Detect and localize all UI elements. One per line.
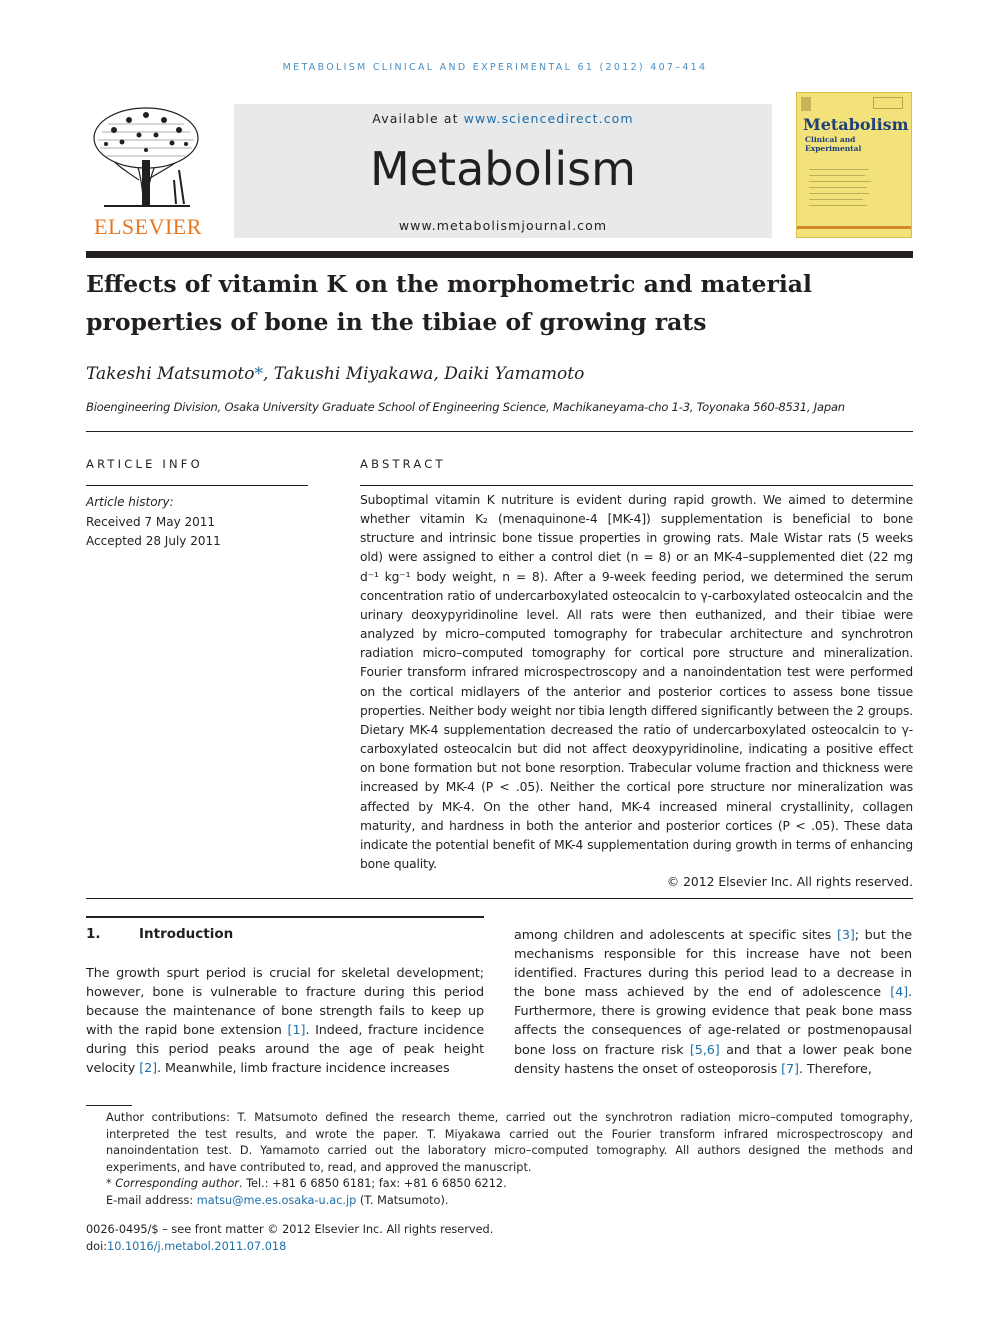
- citation-link[interactable]: [1]: [287, 1023, 306, 1039]
- corresponding-author: * Corresponding author. Tel.: +81 6 6850 6181; fax: +81 6 6850 6212.: [106, 1177, 507, 1191]
- corresponding-star[interactable]: *: [254, 364, 263, 384]
- abstract-copyright: © 2012 Elsevier Inc. All rights reserved.: [666, 875, 913, 889]
- intro-column-1: The growth spurt period is crucial for skeletal development; however, bone is vulnerable to fracture during this period because the maintenance of bone strength fails to keep up with the rapid bone extension [1]. Indeed, fracture incidence during this period peaks around the age of peak height velocity [2]. Meanwhile, limb fracture incidence increases: [86, 966, 484, 1077]
- article-title: Effects of vitamin K on the morphometric and material properties of bone in the tibiae of growing rats: [86, 270, 812, 336]
- doi-link[interactable]: 10.1016/j.metabol.2011.07.018: [107, 1240, 287, 1253]
- abstract-bottom-rule: [86, 898, 913, 899]
- affiliation-rule: [86, 431, 913, 432]
- journal-url[interactable]: www.metabolismjournal.com: [398, 218, 608, 233]
- cover-line: [809, 169, 869, 170]
- intro-column-2: among children and adolescents at specific sites [3]; but the mechanisms responsible for this increase have not been identified. Fractures during this period lead to a decrease in the bone mass achieved by the end of adolescence [4]. Furthermore, there is growing evidence that peak bone mass affects the consequences of age-related or postmenopausal bone loss on fracture risk [5,6] and that a lower peak bone density hastens the onset of osteoporosis [7]. Therefore,: [514, 928, 912, 1077]
- citation-link[interactable]: [3]: [836, 928, 855, 943]
- cover-subtitle: Clinical and Experimental: [805, 135, 862, 153]
- received-date: Received 7 May 2011: [86, 514, 216, 529]
- article-info-heading: ARTICLE INFO: [86, 457, 203, 471]
- cover-issue-box: [873, 97, 903, 109]
- author-contributions: Author contributions: T. Matsumoto defined the research theme, carried out the synchrotron radiation micro–computed tomography, interpreted the test results, and wrote the paper. T. Miyakawa carried out the Fourier transform infrared microspectroscopy and nanoindentation test. D. Yamamoto carried out the laboratory micro–computed tomography. All authors designed the methods and experiments, and have contributed to, read, and approved the manuscript.: [106, 1111, 913, 1174]
- header-rule: [86, 251, 913, 258]
- footnotes: [86, 1110, 913, 1210]
- intro-heading: 1. Introduction: [86, 926, 234, 942]
- elsevier-wordmark: ELSEVIER: [94, 214, 202, 239]
- article-history: Article history: Received 7 May 2011 Accepted 28 July 2011: [86, 493, 221, 552]
- citation-link[interactable]: [2]: [139, 1061, 158, 1077]
- cover-line: [809, 205, 867, 206]
- citation-link[interactable]: [5,6]: [689, 1042, 720, 1058]
- cover-line: [809, 181, 871, 182]
- journal-title: Metabolism: [370, 142, 636, 196]
- abstract-text: Suboptimal vitamin K nutriture is evident during rapid growth. We aimed to determine whether vitamin K₂ (menaquinone-4 [MK-4]) supplementation is beneficial to bone structure and intrinsic bone tissue properties in growing rats. Male Wistar rats (5 weeks old) were assigned to either a control diet (n = 8) or an MK-4–supplemented diet (22 mg d⁻¹ kg⁻¹ body weight, n = 8). After a 9-week feeding period, we determined the serum concentration ratio of undercarboxylated osteocalcin to γ-carboxylated osteocalcin and the urinary deoxypyridinoline level. All rats were then euthanized, and their tibiae were analyzed by micro–computed tomography for trabecular architecture and synchrotron radiation micro–computed tomography for cortical pore structure and mineralization. Fourier transform infrared microspectroscopy and a nanoindentation test were performed on the cortical midlayers of the anterior and posterior cortices to assess bone tissue properties. Neither body weight nor tibia length differed significantly between the 2 groups. Dietary MK-4 supplementation decreased the ratio of undercarboxylated osteocalcin to γ-carboxylated osteocalcin but did not affect deoxypyridinoline, indicating a positive effect on bone formation but not bone resorption. Trabecular volume fraction and thickness were increased by MK-4 (P < .05). Neither the cortical pore structure nor mineralization was affected by MK-4. On the other hand, MK-4 increased mineral crystallinity, collagen maturity, and hardness in both the anterior and posterior cortices (P < .05). These data indicate the potential benefit of MK-4 supplementation during growth in terms of enhancing bone quality.: [360, 493, 913, 871]
- journal-cover: [796, 92, 912, 238]
- author-list: Takeshi Matsumoto*, Takushi Miyakawa, Daiki Yamamoto: [86, 364, 585, 384]
- affiliation: Bioengineering Division, Osaka University Graduate School of Engineering Science, Machikaneyama-cho 1-3, Toyonaka 560-8531, Japan: [86, 400, 845, 414]
- issn-line: 0026-0495/$ – see front matter © 2012 Elsevier Inc. All rights reserved.: [86, 1223, 494, 1236]
- sciencedirect-link[interactable]: www.sciencedirect.com: [463, 111, 634, 126]
- abstract-heading: ABSTRACT: [360, 457, 446, 471]
- citation-link[interactable]: [7]: [781, 1061, 799, 1077]
- cover-line: [809, 187, 867, 188]
- cover-title: Metabolism: [803, 115, 909, 134]
- email-link[interactable]: matsu@me.es.osaka-u.ac.jp: [196, 1193, 357, 1207]
- doi-line: doi:10.1016/j.metabol.2011.07.018: [86, 1240, 287, 1253]
- journal-masthead: [234, 104, 772, 238]
- accepted-date: Accepted 28 July 2011: [86, 534, 221, 548]
- footnote-rule: [86, 1105, 132, 1106]
- email-line: E-mail address: matsu@me.es.osaka-u.ac.jp (T. Matsumoto).: [106, 1193, 449, 1207]
- cover-bar: [797, 226, 911, 229]
- cover-logo-icon: [801, 97, 811, 111]
- available-at: Available at www.sciencedirect.com: [372, 111, 634, 126]
- intro-rule: [86, 916, 484, 918]
- abstract-rule: [360, 485, 913, 486]
- cover-line: [809, 175, 865, 176]
- running-head: METABOLISM CLINICAL AND EXPERIMENTAL 61 (2012) 407–414: [282, 62, 708, 73]
- cover-line: [809, 199, 863, 200]
- citation-link[interactable]: [4]: [890, 985, 909, 1001]
- front-matter: [86, 1221, 493, 1255]
- cover-line: [809, 193, 869, 194]
- article-info-rule: [86, 485, 308, 486]
